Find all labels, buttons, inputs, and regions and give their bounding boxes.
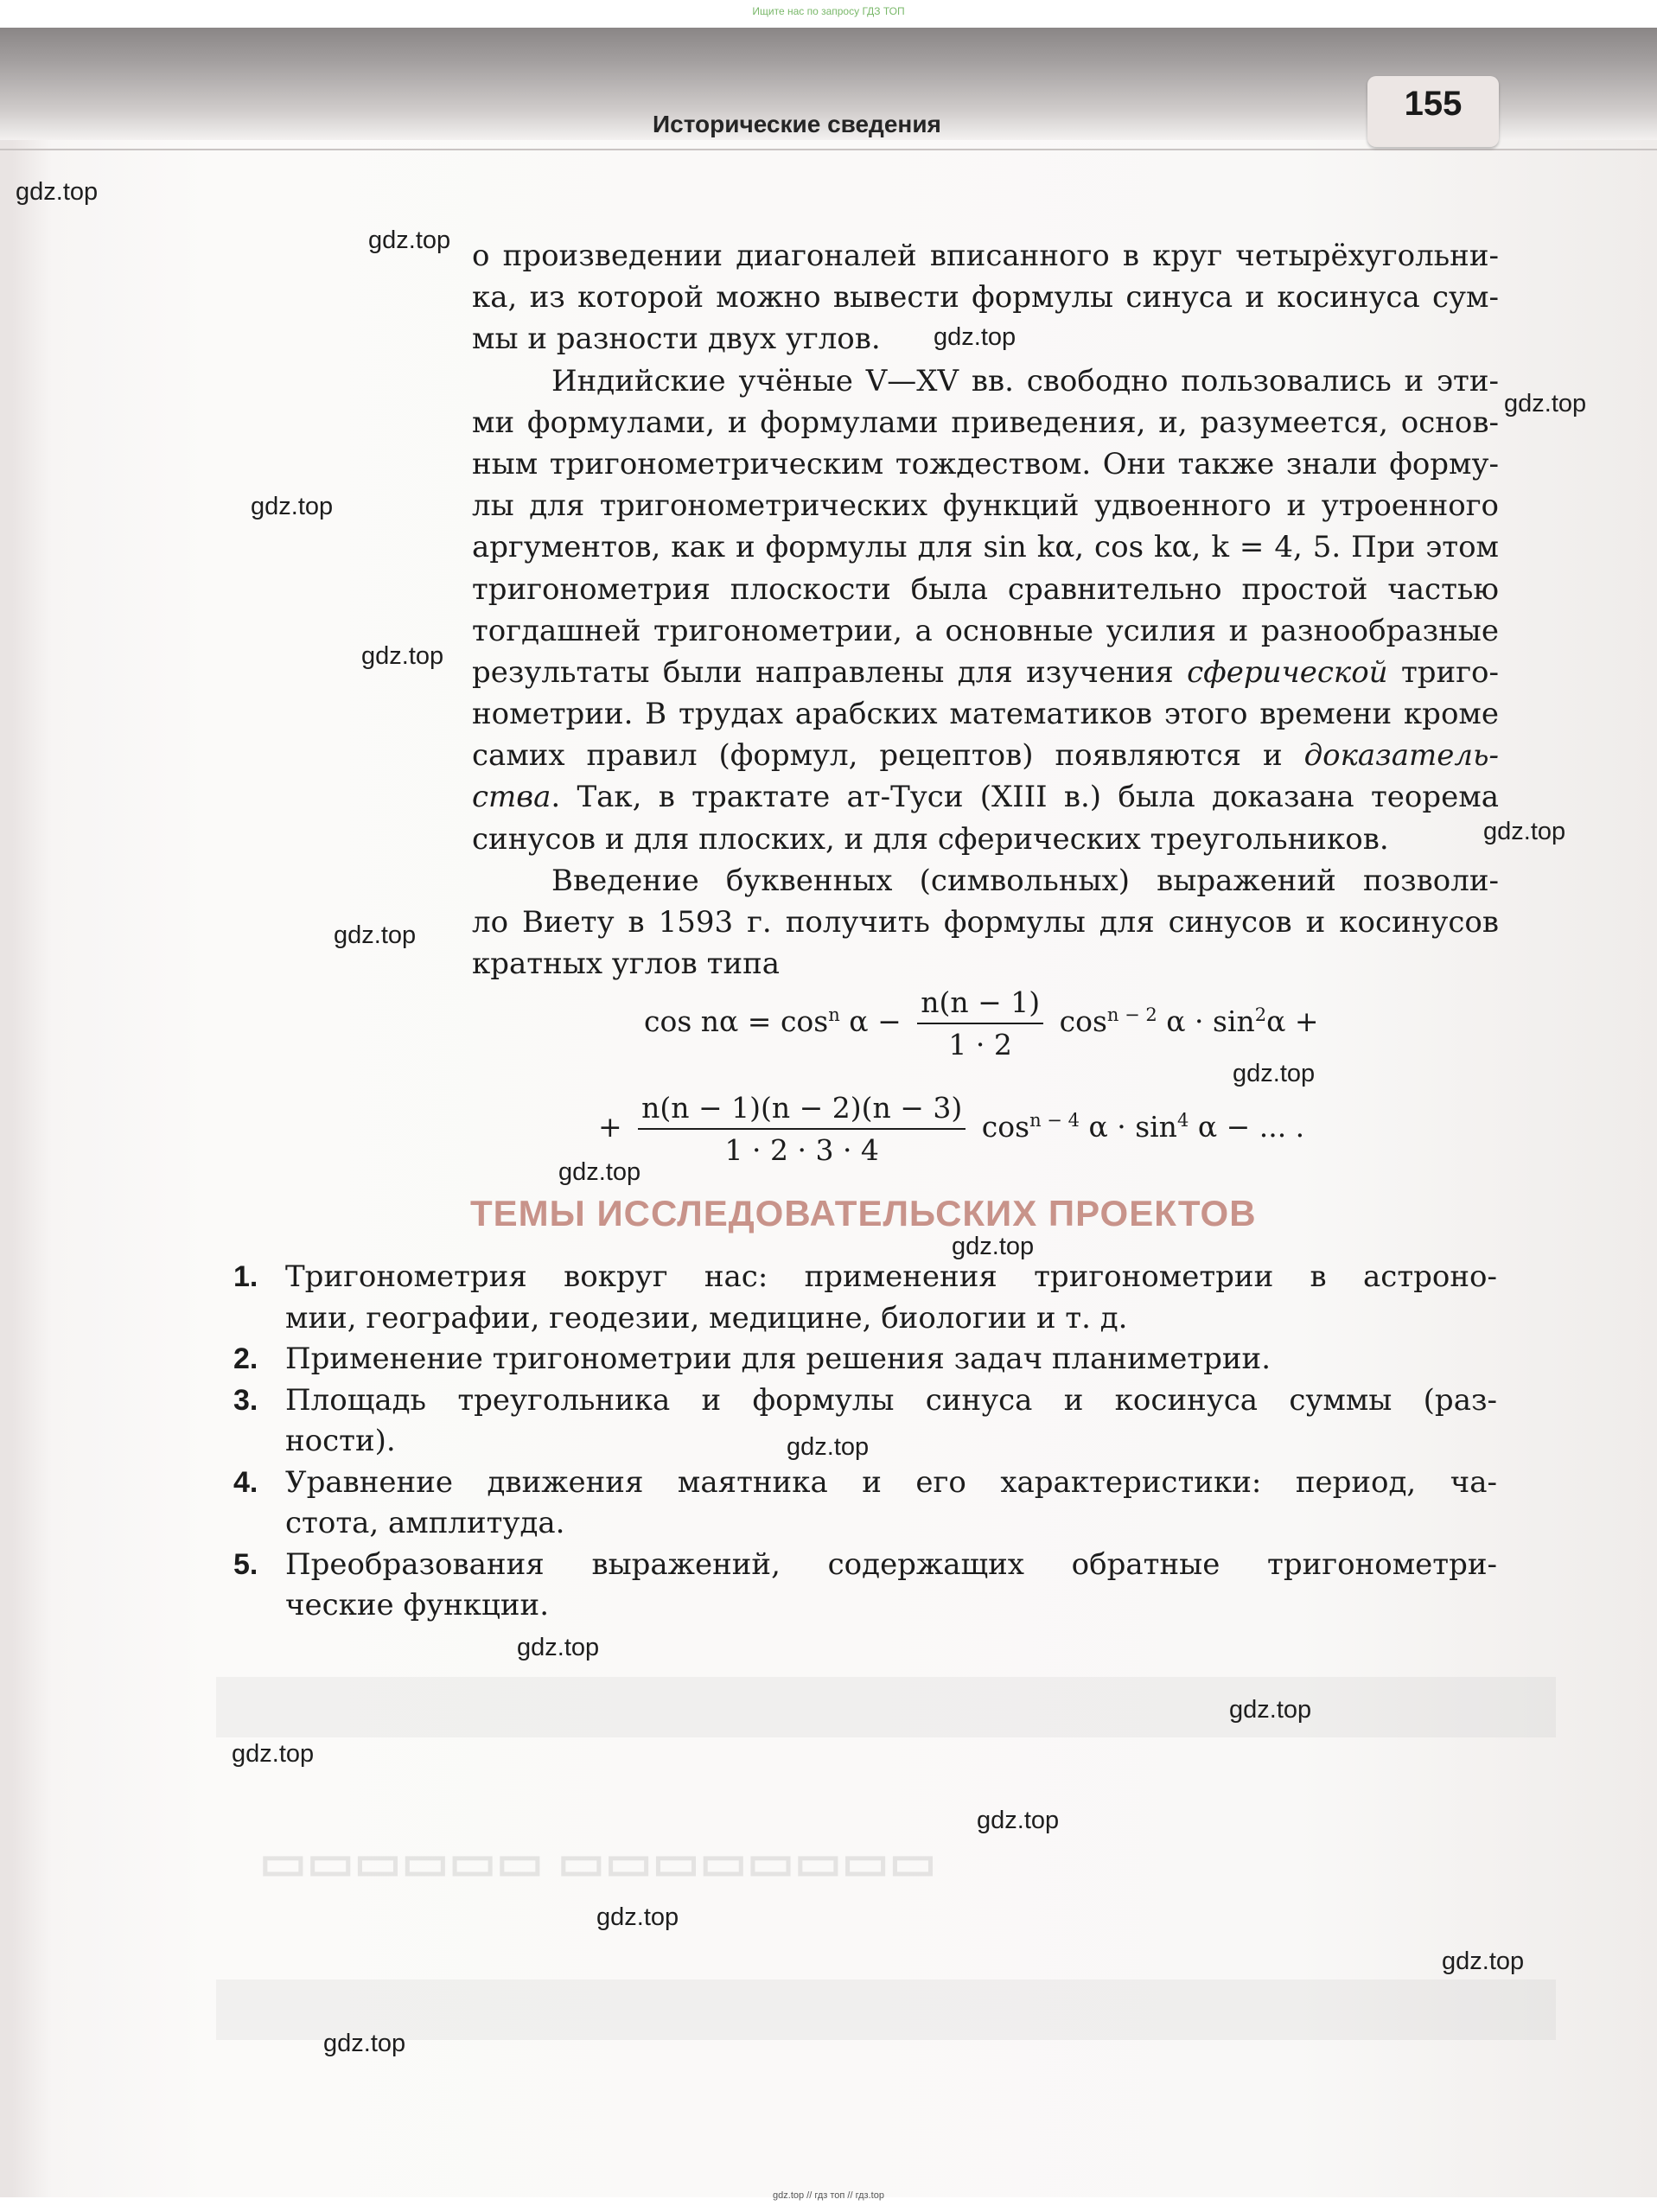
italic-term: сферической bbox=[1187, 654, 1388, 690]
watermark: gdz.top bbox=[1504, 390, 1587, 418]
fraction-numerator: n(n − 1)(n − 2)(n − 3) bbox=[638, 1091, 966, 1130]
formula-operator: + bbox=[598, 1110, 622, 1144]
watermark: gdz.top bbox=[517, 1634, 600, 1661]
project-line: Применение тригонометрии для решения задач планиметрии. bbox=[285, 1342, 1271, 1376]
formula-exponent: n − 2 bbox=[1106, 1004, 1157, 1025]
watermark: gdz.top bbox=[334, 921, 417, 949]
watermark: gdz.top bbox=[1442, 1947, 1525, 1975]
bleedthrough-heading: ▭▭▭▭▭▭▭▭ ▭▭▭▭▭▭ bbox=[259, 1834, 937, 1890]
text-line: синусов и для плоских, и для сферических треугольников. bbox=[472, 821, 1389, 857]
project-number: 4. bbox=[233, 1465, 258, 1499]
project-item bbox=[233, 1463, 1497, 1545]
text-line: мы и разности двух углов. bbox=[472, 322, 881, 357]
formula-text: α · sin bbox=[1088, 1110, 1177, 1144]
text-line: нометрии. В трудах арабских математиков этого времени кроме bbox=[472, 697, 1499, 732]
running-head: Исторические сведения bbox=[653, 111, 941, 137]
text-line: о произведении диагоналей вписанного в круг четырёхугольни- bbox=[472, 239, 1499, 273]
text-line: лы для тригонометрических функций удвоенного и утроенного bbox=[472, 488, 1499, 524]
text-line bbox=[472, 776, 1499, 818]
text-line: Индийские учёные V—XV вв. свободно пользовались и эти- bbox=[551, 363, 1499, 398]
text-line bbox=[472, 652, 1499, 693]
watermark: gdz.top bbox=[977, 1807, 1060, 1834]
fraction bbox=[638, 1091, 966, 1167]
watermark: gdz.top bbox=[1229, 1696, 1312, 1724]
paragraph-2 bbox=[472, 360, 1499, 860]
project-line: стота, амплитуда. bbox=[285, 1506, 565, 1540]
fraction-denominator: 1 · 2 · 3 · 4 bbox=[724, 1133, 879, 1167]
bottom-note: gdz.top // гдз топ // гдз.top bbox=[773, 2190, 884, 2201]
fraction-denominator: 1 · 2 bbox=[948, 1028, 1012, 1061]
formula-exponent: n bbox=[828, 1004, 840, 1025]
watermark: gdz.top bbox=[934, 323, 1017, 351]
text-line: ка, из которой можно вывести формулы синуса и косинуса сум- bbox=[472, 280, 1499, 316]
fraction-numerator: n(n − 1) bbox=[917, 985, 1043, 1024]
project-number: 1. bbox=[233, 1260, 258, 1293]
project-line: мии, географии, геодезии, медицине, биологии и т. д. bbox=[285, 1300, 1128, 1335]
project-line: Уравнение движения маятника и его характеристики: период, ча- bbox=[285, 1464, 1497, 1500]
text-line: кратных углов типа bbox=[472, 947, 781, 982]
text-line: Введение буквенных (символьных) выражений позволи- bbox=[551, 864, 1499, 898]
project-line: ческие функции. bbox=[285, 1588, 550, 1622]
text-run: самих правил (формул, рецептов) появляются и bbox=[472, 738, 1304, 774]
italic-term: ства bbox=[472, 780, 551, 815]
watermark: gdz.top bbox=[368, 226, 451, 254]
text-run: триго- bbox=[1387, 654, 1499, 690]
text-line: ми формулами, и формулами приведения, и, разумеется, основ- bbox=[472, 405, 1499, 440]
formula-exponent: 4 bbox=[1176, 1110, 1189, 1131]
watermark: gdz.top bbox=[1483, 818, 1566, 845]
watermark: gdz.top bbox=[558, 1158, 641, 1186]
watermark: gdz.top bbox=[596, 1903, 679, 1931]
text-run: результаты были направлены для изучения bbox=[472, 654, 1188, 690]
watermark: gdz.top bbox=[251, 493, 334, 520]
project-number: 2. bbox=[233, 1342, 258, 1375]
text-line: тогдашней тригонометрии, а основные усилия и разнообразные bbox=[472, 613, 1499, 648]
fraction bbox=[917, 985, 1043, 1061]
project-item bbox=[233, 1339, 1497, 1380]
paragraph-3 bbox=[472, 860, 1499, 985]
project-line: ности). bbox=[285, 1424, 396, 1458]
watermark: gdz.top bbox=[16, 178, 99, 206]
text-line: ным тригонометрическим тождеством. Они также знали форму- bbox=[472, 446, 1499, 481]
formula-text: cos bbox=[981, 1110, 1030, 1144]
watermark: gdz.top bbox=[787, 1433, 870, 1461]
text-run: . Так, в трактате ат-Туси (XIII в.) была доказана теорема bbox=[551, 780, 1499, 815]
page-number: 155 bbox=[1404, 85, 1463, 123]
header-divider bbox=[0, 149, 1657, 150]
project-item bbox=[233, 1257, 1497, 1339]
formula-line-1 bbox=[644, 985, 1319, 1061]
bleedthrough-band bbox=[216, 1979, 1556, 2040]
project-line: Преобразования выражений, содержащих обратные тригонометри- bbox=[285, 1546, 1497, 1582]
formula-line-2 bbox=[598, 1091, 1304, 1167]
formula-exponent: 2 bbox=[1254, 1004, 1267, 1025]
text-line: ло Виету в 1593 г. получить формулы для синусов и косинусов bbox=[472, 905, 1499, 940]
formula-text: α bbox=[849, 1004, 869, 1038]
watermark: gdz.top bbox=[1233, 1060, 1316, 1087]
italic-term: доказатель- bbox=[1303, 738, 1499, 774]
formula-exponent: n − 4 bbox=[1029, 1110, 1080, 1131]
formula-text: cos nα = cos bbox=[644, 1004, 829, 1038]
project-number: 5. bbox=[233, 1547, 258, 1581]
project-item bbox=[233, 1545, 1497, 1627]
project-line: Площадь треугольника и формулы синуса и косинуса суммы (раз- bbox=[285, 1382, 1497, 1418]
watermark: gdz.top bbox=[361, 642, 444, 670]
text-line: аргументов, как и формулы для sin kα, cos kα, k = 4, 5. При этом bbox=[472, 530, 1499, 565]
bleedthrough-band bbox=[216, 1677, 1556, 1737]
watermark: gdz.top bbox=[232, 1740, 315, 1768]
text-line: тригонометрия плоскости была сравнительно простой частью bbox=[472, 571, 1499, 607]
section-title: ТЕМЫ ИССЛЕДОВАТЕЛЬСКИХ ПРОЕКТОВ bbox=[470, 1193, 1257, 1233]
project-line: Тригонометрия вокруг нас: применения тригонометрии в астроно- bbox=[285, 1259, 1497, 1294]
formula-text: α + bbox=[1266, 1004, 1319, 1038]
watermark: gdz.top bbox=[952, 1233, 1035, 1260]
text-line bbox=[472, 735, 1499, 776]
formula-text: α − ... . bbox=[1197, 1110, 1305, 1144]
watermark: gdz.top bbox=[323, 2030, 406, 2057]
formula-text: α · sin bbox=[1166, 1004, 1255, 1038]
formula-operator: − bbox=[877, 1004, 902, 1038]
project-number: 3. bbox=[233, 1383, 258, 1417]
top-note: Ищите нас по запросу ГДЗ ТОП bbox=[752, 5, 905, 17]
formula-text: cos bbox=[1059, 1004, 1107, 1038]
